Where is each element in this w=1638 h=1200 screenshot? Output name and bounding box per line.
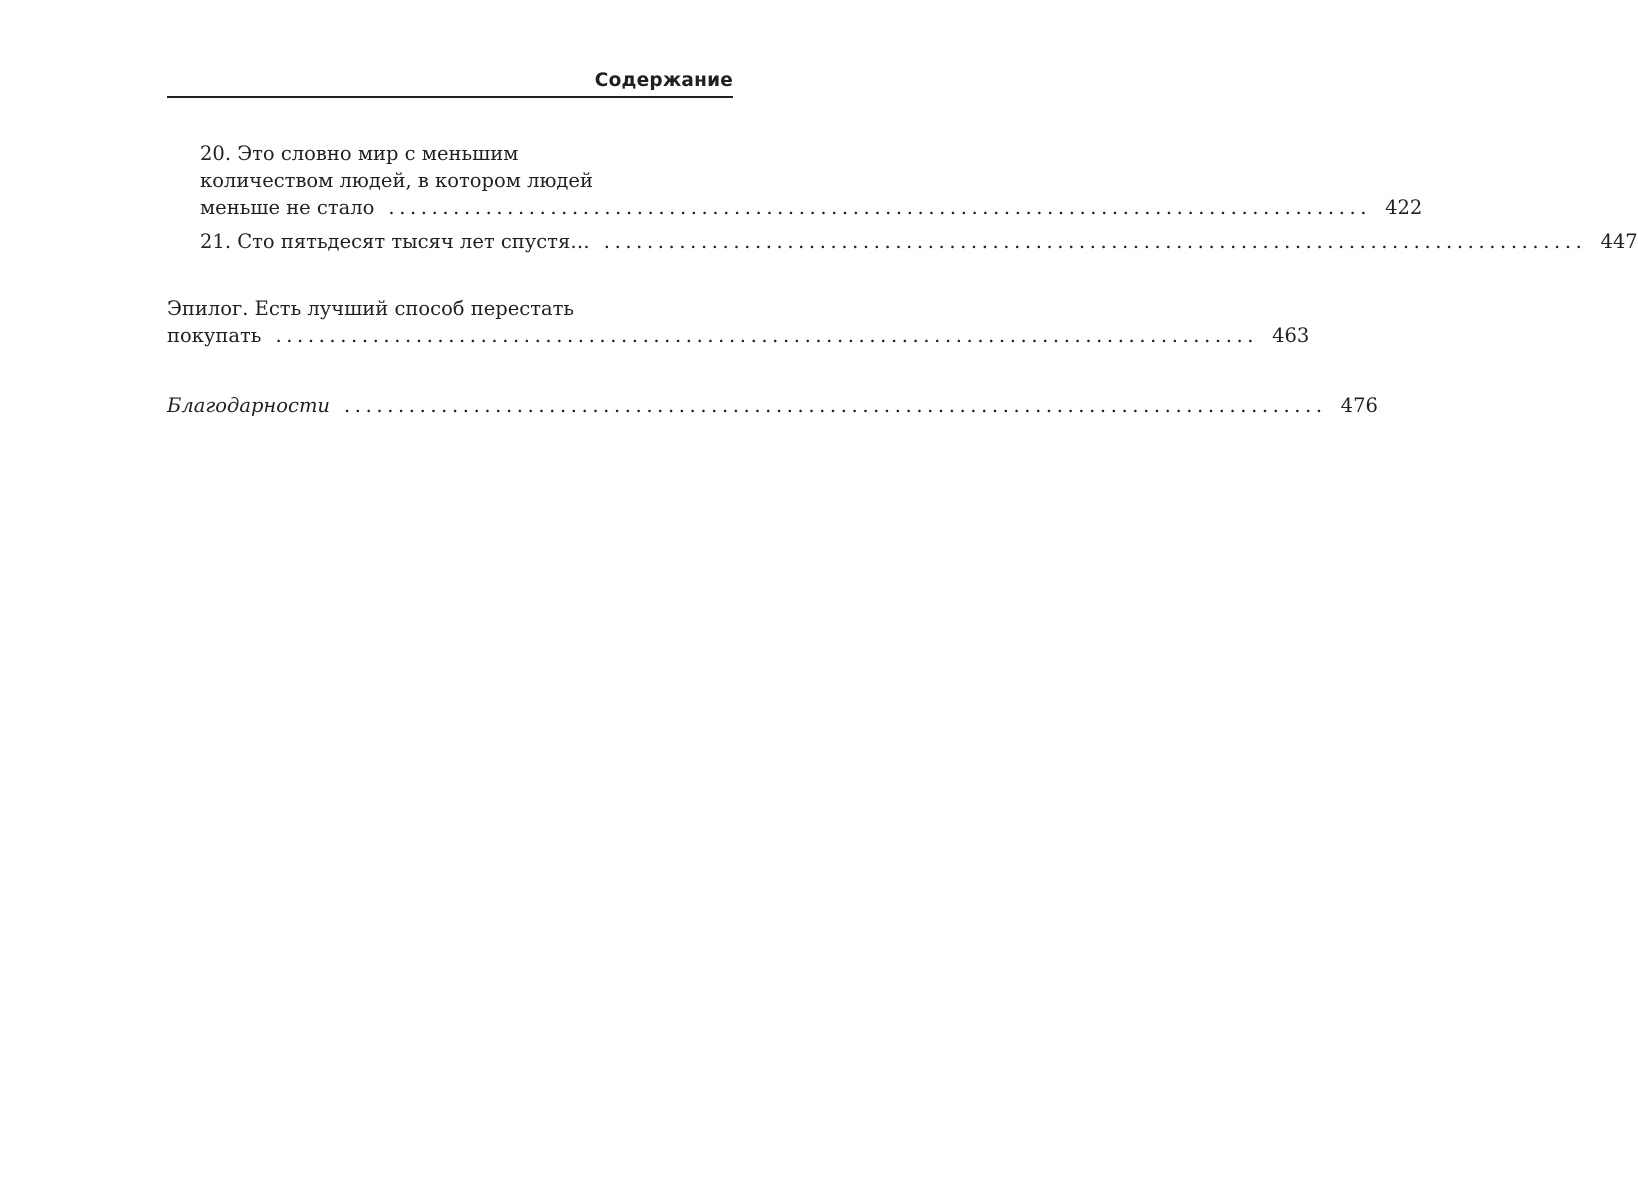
- toc-entry-title-end: меньше не стало: [200, 196, 375, 219]
- toc-entry-title-line: 20. Это словно мир с меньшим: [200, 142, 519, 165]
- toc-entry-title-line: количеством людей, в котором людей: [200, 169, 593, 192]
- toc-entry-acknowledgements[interactable]: [167, 392, 1378, 419]
- running-head-title: Содержание: [594, 70, 733, 91]
- toc-entry-epilogue[interactable]: [167, 295, 1310, 349]
- toc-entry-page-number: 422: [1385, 196, 1423, 219]
- toc-entry-page-number: 463: [1272, 324, 1310, 347]
- toc-entry-last-line: [200, 228, 1638, 255]
- toc-entry-chapter-20[interactable]: [167, 140, 1423, 221]
- toc-entry-title-line: Эпилог. Есть лучший способ перестать: [167, 297, 575, 320]
- toc-entry-title: Благодарности: [167, 394, 330, 417]
- dot-leader: ...........................................................................................: [275, 324, 1259, 347]
- running-header: [167, 66, 733, 98]
- dot-leader: ...........................................................................................: [603, 230, 1587, 253]
- toc-entry-title: 21. Сто пятьдесят тысяч лет спустя…: [200, 230, 590, 253]
- toc-entry-page-number: 476: [1340, 394, 1378, 417]
- toc-entry-last-line: [200, 194, 1423, 221]
- toc-entry-page-number: 447: [1600, 230, 1638, 253]
- toc-entry-last-line: [167, 392, 1378, 419]
- toc-entry-last-line: [167, 322, 1310, 349]
- toc-entry-title-end: покупать: [167, 324, 262, 347]
- dot-leader: ...........................................................................................: [388, 196, 1372, 219]
- dot-leader: ...........................................................................................: [344, 394, 1327, 417]
- toc-entry-chapter-21[interactable]: [167, 228, 1638, 255]
